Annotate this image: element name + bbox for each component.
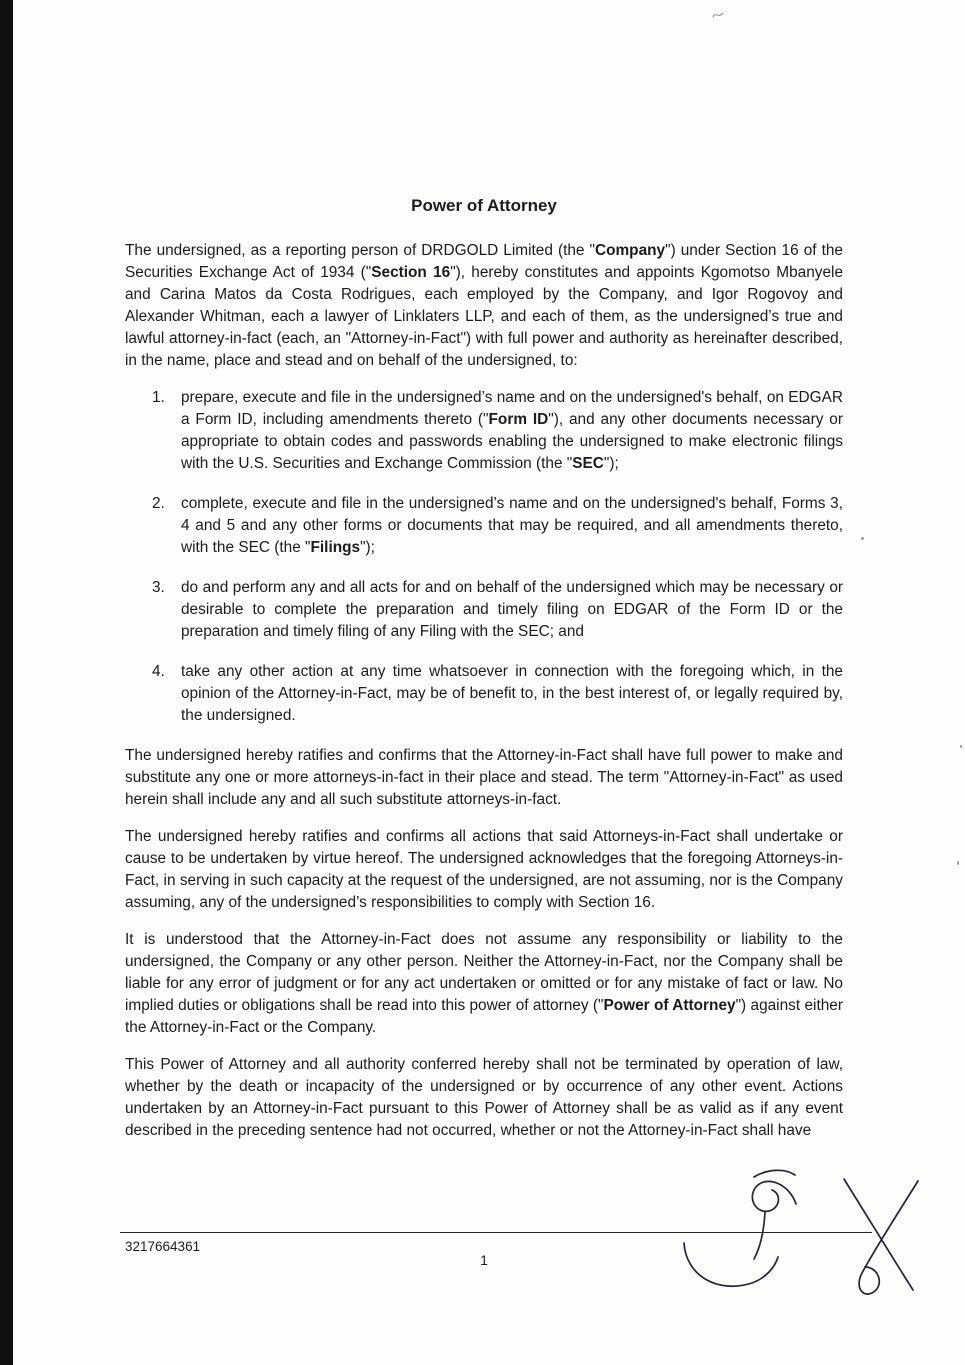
scan-speck [957, 861, 959, 865]
scan-mark-icon [712, 10, 724, 20]
scan-speck [960, 745, 962, 748]
paragraph-termination: This Power of Attorney and all authority conferred hereby shall not be terminated by operation of law, whether by the death or incapacity of the undersigned or by occurrence of any other event. Actions undertaken by an Attorney-in-Fact pursuant to this Power of Attorney shall be as valid as if any event described in the preceding sentence had not occurred, whether or not the Attorney-in-Fact shall have [125, 1056, 843, 1139]
intro-paragraph: The undersigned, as a reporting person of DRDGOLD Limited (the "Company") under Section 16 of the Securities Exchange Act of 1934 ("Section 16"), hereby constitutes and appoints Kgomotso Mbanyele and Carina Matos da Costa Rodrigues, each employed by the Company, and Igor Rogovoy and Alexander Whitman, each a lawyer of Linklaters LLP, and each of them, as the undersigned’s true and lawful attorney-in-fact (each, an "Attorney-in-Fact") with full power and authority as hereinafter described, in the name, place and stead and on behalf of the undersigned, to: [125, 242, 843, 369]
list-item-4 [125, 661, 843, 727]
document-number: 3217664361 [125, 1239, 201, 1254]
paragraph-ratify-substitute: The undersigned hereby ratifies and confirms that the Attorney-in-Fact shall have full power to make and substitute any one or more attorneys-in-fact in their place and stead. The term "Attorney-in-Fact" as used herein shall include any and all such substitute attorneys-in-fact. [125, 747, 843, 808]
scan-speck [861, 537, 864, 540]
document-body [125, 196, 843, 1157]
list-item-text: take any other action at any time whatsoever in connection with the foregoing which, in the opinion of the Attorney-in-Fact, may be of benefit to, in the best interest of, or legally required by, the undersigned. [181, 663, 843, 724]
list-item-text: complete, execute and file in the undersigned’s name and on the undersigned's behalf, Forms 3, 4 and 5 and any other forms or documents that may be required, and all amendments thereto, with the SEC (the "Filings"); [181, 495, 843, 556]
list-item-text: prepare, execute and file in the undersigned’s name and on the undersigned's behalf, on EDGAR a Form ID, including amendments thereto ("Form ID"), and any other documents necessary or appropriate to obtain codes and passwords enabling the undersigned to make electronic filings with the U.S. Securities and Exchange Commission (the "SEC"); [181, 389, 843, 472]
paragraph-ratify-actions: The undersigned hereby ratifies and confirms all actions that said Attorneys-in-Fact shall undertake or cause to be undertaken by virtue hereof. The undersigned acknowledges that the foregoing Attorneys-in-Fact, in serving in such capacity at the request of the undersigned, are not assuming, nor is the Company assuming, any of the undersigned’s responsibilities to comply with Section 16. [125, 828, 843, 911]
closing-paragraphs [125, 745, 843, 1142]
scan-edge-artifact [0, 0, 13, 1365]
list-item-3 [125, 577, 843, 643]
list-item-text: do and perform any and all acts for and on behalf of the undersigned which may be necessary or desirable to complete the preparation and timely filing on EDGAR of the Form ID or the preparation and timely filing of any Filing with the SEC; and [181, 579, 843, 640]
list-item-number: 4. [152, 663, 165, 680]
list-item-number: 2. [152, 495, 165, 512]
page-title: Power of Attorney [411, 196, 557, 215]
list-item-number: 3. [152, 579, 165, 596]
page-number: 1 [480, 1252, 488, 1268]
signature [668, 1163, 940, 1313]
paragraph-liability: It is understood that the Attorney-in-Fact does not assume any responsibility or liability to the undersigned, the Company or any other person. Neither the Attorney-in-Fact, nor the Company shall be liable for any error of judgment or for any act undertaken or omitted or for any mistake of fact or law. No implied duties or obligations shall be read into this power of attorney ("Power of Attorney") against either the Attorney-in-Fact or the Company. [125, 931, 843, 1036]
list-item-2 [125, 493, 843, 559]
poa-list [125, 387, 843, 727]
list-item-1 [125, 387, 843, 475]
list-item-number: 1. [152, 389, 165, 406]
